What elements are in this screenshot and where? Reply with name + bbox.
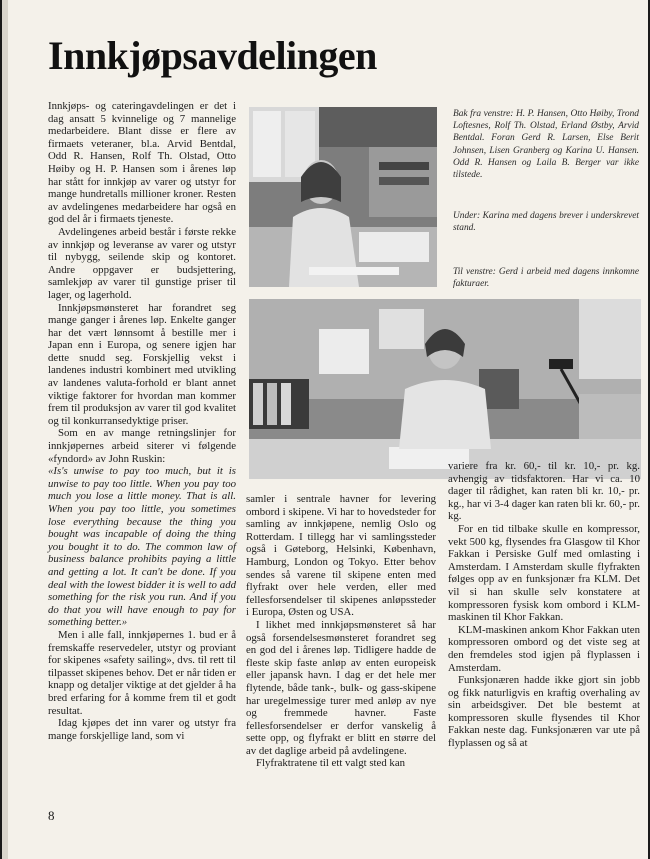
photo-gerd <box>249 299 641 479</box>
photo-karina <box>249 107 437 287</box>
paragraph: For en tid tilbake skulle en kompressor, vekt 500 kg, flysendes fra Glasgow til Khor Fakkan i Persiske Gulf med omlasting i Amsterdam. I Amsterdam skulle flyfrakten følges opp av en funksjonær fra KLM. Det vil si han skulle selv konstatere at kompressoren fysisk kom ombord i KLM-maskinen til Khor Fakkan. <box>448 522 640 624</box>
paragraph: variere fra kr. 60,- til kr. 10,- pr. kg. avhengig av tidsfaktoren. Har vi ca. 10 dager til rådighet, kan raten bli kr. 10,- pr. kg., har vi 3-4 dager kan raten bli kr. 60,- pr. kg. <box>448 460 640 523</box>
paragraph: Som en av mange retningslinjer for innkjøpernes arbeid siterer vi følgende «fyndord» av John Ruskin: <box>48 427 236 465</box>
paragraph: Innkjøps- og cateringavdelingen er det i dag ansatt 5 kvinnelige og 7 mannelige medarbeidere. Blant disse er flere av firmaets veteraner, bl.a. Arvid Bentdal, Odd R. Hansen, Rolf Th. Olstad, Otto Høiby og H. P. Hansen som i årenes løp har stått for innkjøp av varer og utstyr for mange hundretalls millioner kroner. Resten av avdelingenes medarbeidere har også en god del år i firmaets tjeneste. <box>48 100 236 226</box>
paragraph: Innkjøpsmønsteret har forandret seg mange ganger i årenes løp. Enkelte ganger har det vært lønnsomt å bestille mer i Japan enn i Europa, og senere igjen har dette snudd seg. Forskjellig vekst i landenes industri kombinert med utvikling av landenes valuta-forhold er blant annet viktige faktorer for hvordan man kommer frem til produksjon av varer til god kvalitet og til konkurransedyktige priser. <box>48 301 236 427</box>
photo-caption-group: Bak fra venstre: H. P. Hansen, Otto Høiby, Trond Loftesnes, Rolf Th. Olstad, Erland Østby, Arvid Bentdal. Foran Gerd R. Larsen, Else Berit Johnsen, Lisen Granberg og Karina U. Hansen. Odd R. Hansen og Laila B. Berger var ikke tilstede. <box>453 109 639 181</box>
text-column-1 <box>48 100 236 742</box>
paragraph: I likhet med innkjøpsmønsteret så har også forsendelsesmønsteret forandret seg en god del i årenes løp. Tidligere hadde de fleste skip faste anløp av enten europeisk eller japansk havn. I dag er det hele mer flytende, både tank-, bulk- og gass-skipene har uregelmessige turer med anløp av nye og fremmede havner. Faste fellesforsendelser er derfor vanskelig å sette opp, og flyfrakt er blitt en større del av det daglige arbeid på avdelingene. <box>246 618 436 757</box>
paragraph: Men i alle fall, innkjøpernes 1. bud er å fremskaffe reservedeler, utstyr og proviant for skipenes «safety sailing», dvs. til rett til tilpasset skipenes behov. Det er når tiden er knapp og detaljer viktige at det gjelder å ha bred erfaring for å komme frem til et godt resultat. <box>48 628 236 717</box>
photo-caption-gerd: Til venstre: Gerd i arbeid med dagens innkomne fakturaer. <box>453 267 639 290</box>
paragraph: Flyfraktratene til ett valgt sted kan <box>256 757 406 770</box>
paragraph: Avdelingenes arbeid består i første rekke av innkjøp og leveranse av varer og utstyr til nybygg, seilende skip og kontoret. Andre oppgaver er budsjettering, samlekjøp av varer til gunstige priser til lager, og lagerhold. <box>48 225 236 301</box>
text-column-2 <box>246 493 436 770</box>
page-number: 8 <box>48 808 55 823</box>
paragraph: Idag kjøpes det inn varer og utstyr fra mange forskjellige land, som vi <box>48 717 236 742</box>
text-column-3 <box>448 460 640 750</box>
paragraph: Funksjonæren hadde ikke gjort sin jobb og fikk naturligvis en kraftig overhaling av sin arbeidsgiver. Det ble bestemt at kompressoren skulle flysendes til Khor Fakkan neste dag. Funksjonæren var ute på flyplassen og så at <box>448 674 640 750</box>
article-title: Innkjøpsavdelingen <box>48 33 377 78</box>
paragraph: KLM-maskinen ankom Khor Fakkan uten kompressoren ombord og det viste seg at den fremdeles stod igjen på flyplassen i Amsterdam. <box>448 623 640 674</box>
page-edge-shadow <box>2 0 8 859</box>
photo-caption-karina: Under: Karina med dagens brever i underskrevet stand. <box>453 211 639 234</box>
magazine-page <box>2 0 648 859</box>
paragraph: samler i sentrale havner for levering ombord i skipene. Vi har to hovedsteder for samling av innkjøpene, nemlig Oslo og Rotterdam. I tillegg har vi samlingssteder også i Gøteborg, Helsinki, København, Hamburg, London og Tokyo. Etter behov sendes så varene til skipene enten med flyfrakt over hele verden, eller med fellesforsendelser til skipenes anløpssteder i Europa, Østen og USA. <box>246 493 436 619</box>
ruskin-quote: «Is's unwise to pay too much, but it is unwise to pay too little. When you pay too much you lose a little money. That is all. When you pay too little, you sometimes lose everything because the thing you bought was incapable of doing the thing you bought it to do. The common law of business balance prohibits paying a little and getting a lot. It can't be done. If you deal with the lowest bidder it is well to add something for the risk you run. And if you do that you will have enough to pay for something better.» <box>48 465 236 629</box>
